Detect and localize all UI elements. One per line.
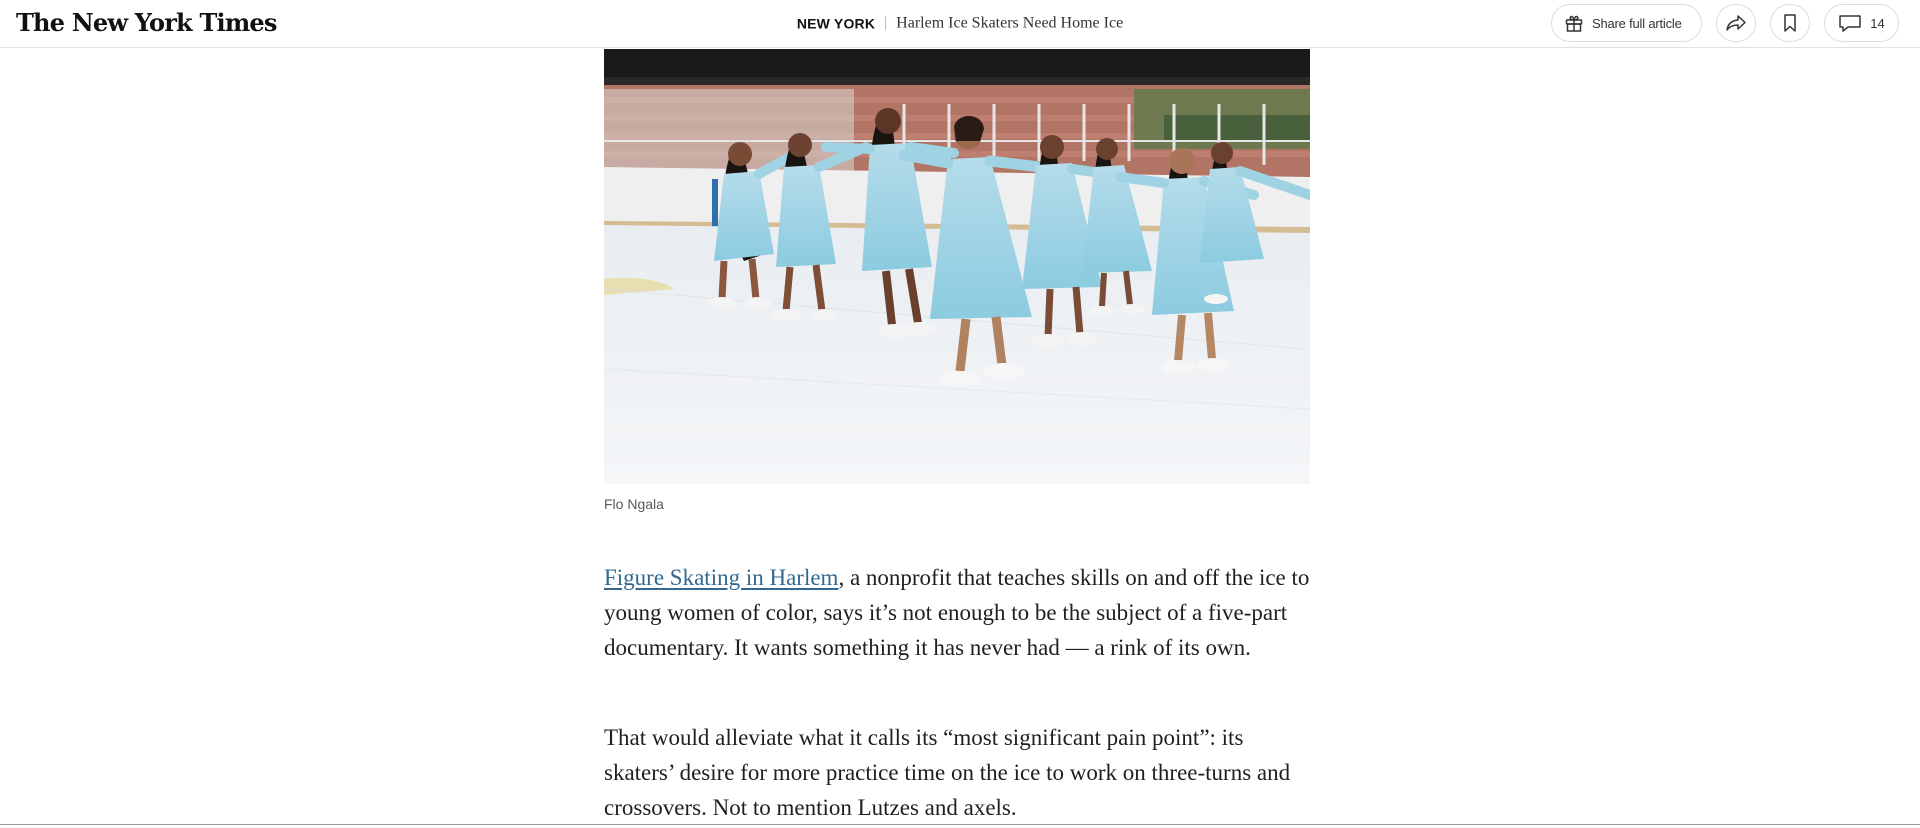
top-bar <box>0 0 1920 48</box>
mini-headline: Harlem Ice Skaters Need Home Ice <box>896 14 1124 32</box>
photo-credit: Flo Ngala <box>604 496 664 512</box>
article-photo <box>604 49 1310 484</box>
save-button[interactable] <box>1770 4 1810 42</box>
figure-skating-in-harlem-link[interactable]: Figure Skating in Harlem <box>604 565 839 590</box>
comment-bubble-icon <box>1838 13 1862 33</box>
article-paragraph-2 <box>604 720 1310 826</box>
comment-count: 14 <box>1870 15 1885 31</box>
paragraph-2-text: That would alleviate what it calls its “most significant pain point”: its skaters’ desire for more practice time on the ice to work on three-turns and crossovers. Not to mention Lutzes and axels. <box>604 725 1291 821</box>
share-full-article-button[interactable] <box>1551 4 1702 42</box>
share-arrow-icon <box>1725 13 1747 33</box>
nyt-logo[interactable]: The New York Times <box>16 8 277 37</box>
bookmark-icon <box>1782 13 1798 33</box>
paragraph-1-text: , a nonprofit that teaches skills on and off the ice to young women of color, says it’s not enough to be the subject of a five-part documentary. It wants something it has never had — a rink of its own. <box>604 565 1310 661</box>
divider <box>885 16 886 30</box>
section-link[interactable]: NEW YORK <box>796 15 876 32</box>
article-paragraph-1 <box>604 560 1310 666</box>
comments-button[interactable] <box>1824 4 1899 42</box>
gift-icon <box>1564 13 1584 33</box>
share-full-article-label: Share full article <box>1592 15 1682 31</box>
share-button[interactable] <box>1716 4 1756 42</box>
bottom-divider <box>0 824 1920 825</box>
skaters-illustration <box>604 49 1310 484</box>
